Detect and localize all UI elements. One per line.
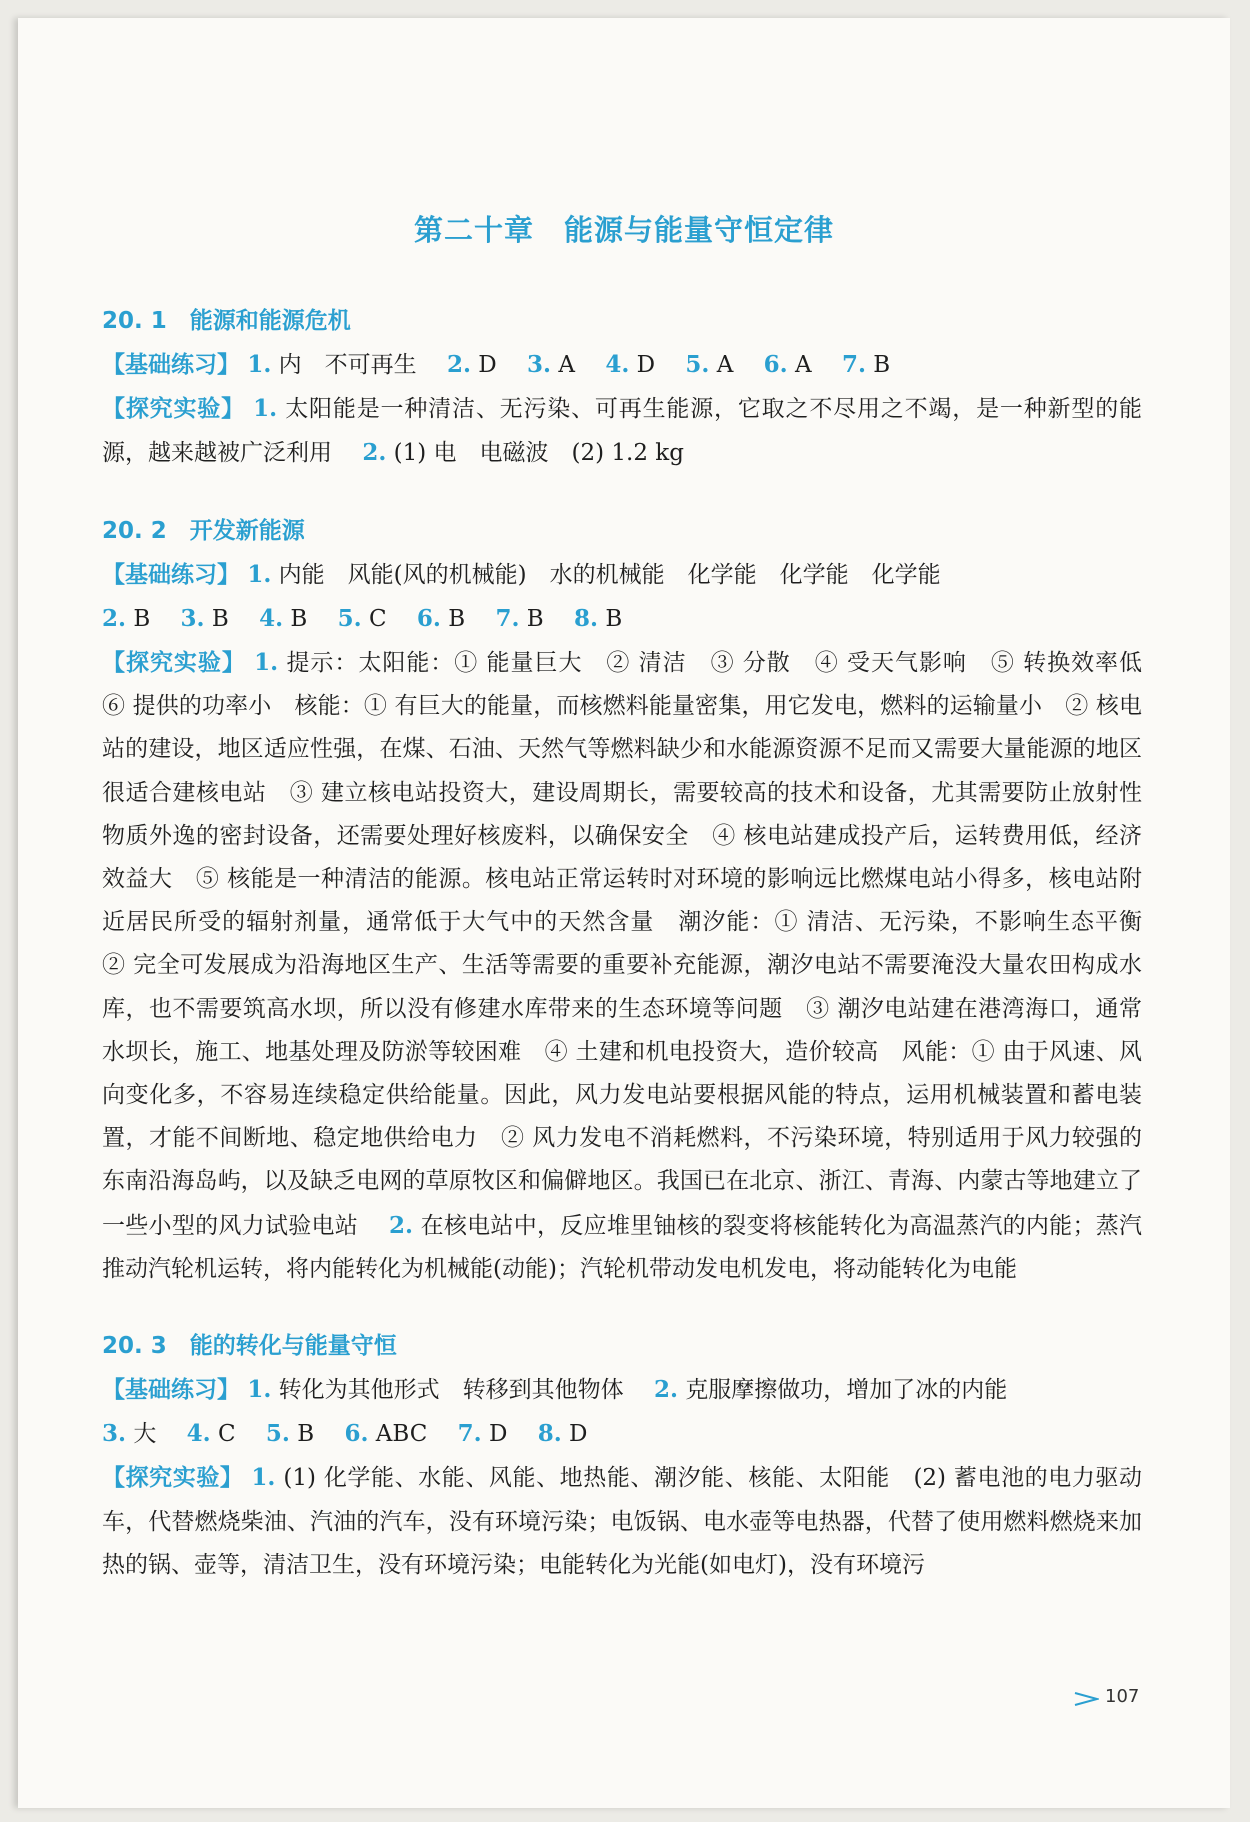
basic-practice-label: 【基础练习】 — [102, 1377, 240, 1404]
section-title: 20. 1 能源和能源危机 — [102, 308, 351, 334]
basic-practice-label: 【基础练习】 — [102, 561, 240, 588]
answer-item: 6. A — [763, 351, 812, 378]
explore-experiment-label: 【探究实验】 — [102, 650, 246, 677]
answer-content — [102, 300, 1166, 1587]
answer-number: 2. — [388, 1211, 413, 1239]
answer-item: 3. A — [527, 351, 575, 378]
answer-item: 3. B — [180, 604, 229, 632]
explore-experiment-label: 【探究实验】 — [102, 396, 245, 423]
answer-text: (1) 电 电磁波 (2) 1.2 kg — [393, 440, 684, 467]
answer-item: 8. B — [573, 604, 623, 632]
basic-practice: 【基础练习】 1. 转化为其他形式 转移到其他物体 2. 克服摩擦做功，增加了冰的内能 3. 大 4. C 5. B 6. ABC 7. D 8. D — [102, 1376, 1008, 1448]
answer-number: 1. — [254, 649, 279, 677]
answer-item: 4. D — [605, 351, 656, 378]
section-20-3 — [102, 1325, 1142, 1587]
explore-experiment — [102, 1456, 1142, 1587]
answer-text: 太阳能是一种清洁、无污染、可再生能源，它取之不尽用之不竭，是一种新型的能源，越来越被广泛利用 — [102, 396, 1143, 467]
answer-text: 内能 风能(风的机械能) 水的机械能 化学能 化学能 化学能 — [278, 561, 941, 588]
answer-text: 提示：太阳能：① 能量巨大 ② 清洁 ③ 分散 ④ 受天气影响 ⑤ 转换效率低 ⑥ 提供的功率小 核能：① 有巨大的能量，而核燃料能量密集，用它发电，燃料的运输量小 ② 核电站的建设，地区适应性强，在煤、石油、天然气等燃料缺少和水能源资源不足而又需要大量能源的地区很适合建核电站 ③ 建立核电站投资大，建设周期长，需要较高的技术和设备，尤其需要防止放射性物质外逸的密封设备，还需要处理好核废料，以确保安全 ④ 核电站建成投产后，运转费用低，经济效益大 ⑤ 核能是一种清洁的能源。核电站正常运转时对环境的影响远比燃煤电站小得多，核电站附近居民所受的辐射剂量，通常低于大气中的天然含量 潮汐能：① 清洁、无污染，不影响生态平衡 ② 完全可发展成为沿海地区生产、生活等需要的重要补充能源，潮汐电站不需要淹没大量农田构成水库，也不需要筑高水坝，所以没有修建水库带来的生态环境等问题 ③ 潮汐电站建在港湾海口，通常水坝长，施工、地基处理及防淤等较困难 ④ 土建和机电投资大，造价较高 风能：① 由于风速、风向变化多，不容易连续稳定供给能量。因此，风力发电站要根据风能的特点，运用机械装置和蓄电装置，才能不间断地、稳定地供给电力 ② 风力发电不消耗燃料，不污染环境，特别适用于风力较强的东南沿海岛屿，以及缺乏电网的草原牧区和偏僻地区。我国已在北京、浙江、青海、内蒙古等地建立了一些小型的风力试验电站 — [102, 650, 1166, 1239]
section-title: 20. 2 开发新能源 — [102, 517, 305, 544]
answer-item: 2. B — [102, 604, 151, 632]
answer-number: 1. — [251, 1464, 276, 1492]
answer-item: 3. 大 — [102, 1420, 157, 1448]
answer-item: 1. 内 不可再生 — [247, 351, 417, 378]
explore-experiment — [102, 387, 1142, 475]
answer-item: 5. A — [685, 351, 734, 378]
explore-experiment — [102, 641, 1166, 1291]
answer-text: 克服摩擦做功，增加了冰的内能 — [685, 1377, 1008, 1404]
answer-item: 7. B — [841, 351, 891, 378]
answer-text: 在核电站中，反应堆里铀核的裂变将核能转化为高温蒸汽的内能；蒸汽推动汽轮机运转，将内能转化为机械能(动能)；汽轮机带动发电机发电，将动能转化为电能 — [102, 1212, 1143, 1282]
answer-item: 5. C — [337, 604, 387, 632]
answer-text: (1) 化学能、水能、风能、地热能、潮汐能、核能、太阳能 (2) 蓄电池的电力驱动车，代替燃烧柴油、汽油的汽车，没有环境污染；电饭锅、电水壶等电热器，代替了使用燃料燃烧来加热的锅、壶等，清洁卫生，没有环境污染；电能转化为光能(如电灯)，没有环境污 — [102, 1465, 1143, 1578]
basic-practice: 【基础练习】 1. 内能 风能(风的机械能) 水的机械能 化学能 化学能 化学能 2. B 3. B 4. B 5. C 6. B 7. B 8. B — [102, 560, 941, 632]
answer-item: 7. D — [457, 1420, 508, 1448]
answer-item: 6. ABC — [344, 1420, 428, 1448]
section-title: 20. 3 能的转化与能量守恒 — [102, 1333, 397, 1360]
section-20-2 — [102, 510, 1166, 1291]
section-20-1 — [102, 300, 1142, 476]
answer-text: 转化为其他形式 转移到其他物体 — [278, 1377, 624, 1404]
document-page — [18, 18, 1230, 1808]
answer-number: 2. — [362, 439, 387, 467]
answer-item: 4. C — [186, 1420, 236, 1448]
basic-practice — [102, 343, 1142, 387]
answer-item: 5. B — [265, 1420, 315, 1448]
chapter-title: 第二十章 能源与能量守恒定律 — [413, 213, 834, 247]
page-arrow-icon — [1073, 1691, 1099, 1707]
answer-item: 8. D — [537, 1420, 588, 1448]
explore-experiment-label: 【探究实验】 — [102, 1465, 244, 1492]
answer-number: 1. — [253, 395, 278, 423]
page-number: 107 — [1105, 1686, 1140, 1707]
answer-item: 6. B — [416, 604, 466, 632]
answer-item: 2. D — [446, 351, 497, 378]
answer-item: 4. B — [259, 604, 308, 632]
answer-item: 7. B — [495, 604, 544, 632]
basic-practice-label: 【基础练习】 — [102, 352, 240, 378]
